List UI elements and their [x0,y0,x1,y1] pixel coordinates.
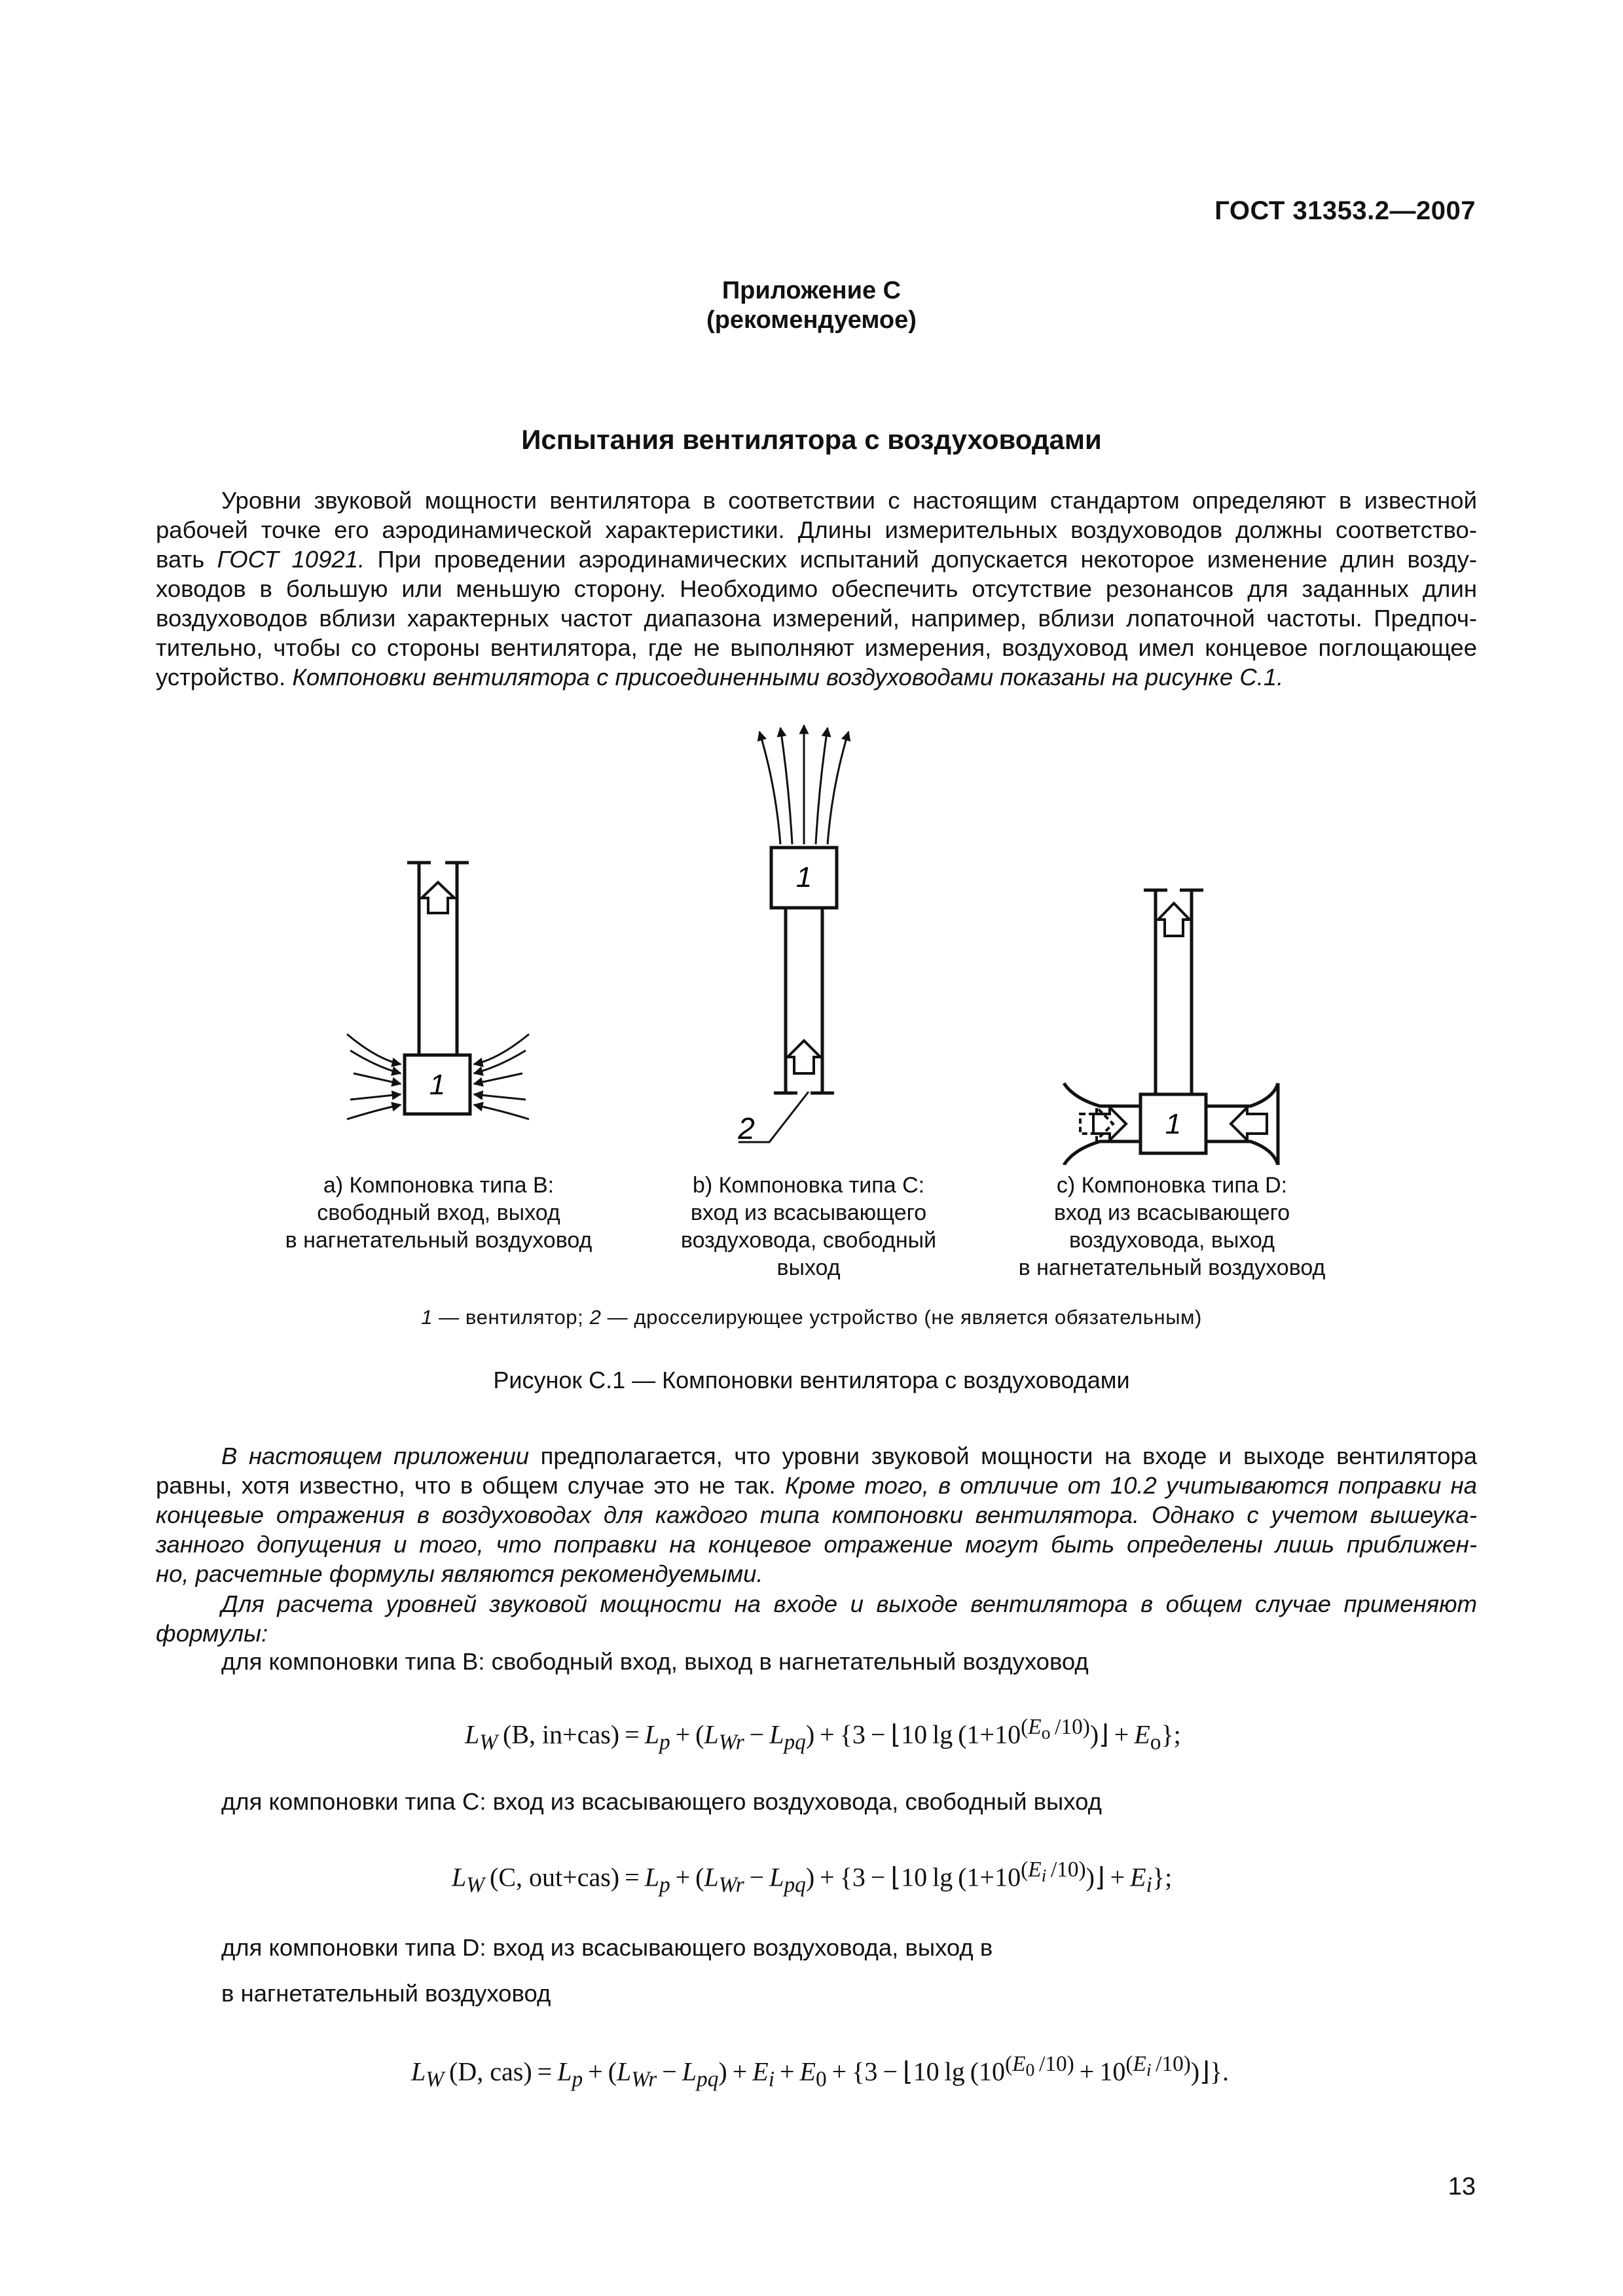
formula-type-b: $L_W$ (B, $in+cas) = L_p + (L_{Wr} - L_{pq}) + \{3$ − ⌊10 $\lg (1+10^{(E_o /10)})⌋ + E_o$}; [465,1715,1181,1755]
outlet-arrow-icon [1158,903,1190,936]
inlet-arrow-icon [1231,1107,1267,1140]
caption-type-b: a) Компоновка типа В: свободный вход, выход в нагнетательный воздуховод [285,1173,593,1253]
figure-legend: 1 — вентилятор; 2 — дросселирующее устройство (не является обязательным) [421,1306,1202,1329]
case-d-text-cont: в нагнетательный воздуховод [221,1980,551,2007]
formula-type-c: $L_W$ (C, $out+cas) = L_p + (L_{Wr} - L_{pq}) + \{3$ − ⌊10 $\lg (1+10^{(E_i /10)})⌋ + E_i$}; [452,1857,1173,1897]
appendix-title: Приложение С [721,277,902,304]
fan-label: 1 [429,1069,446,1101]
fan-arrangements-figure [0,707,1623,1165]
body-paragraph-1: В настоящем приложении предполагается, что уровни звуковой мощности на входе и выходе вентилятора равны, хотя известно, что в общем случае это не так. Кроме того, в отличие от 10.2 учитываются поправки на концевые отражения в воздуховодах для каждого типа компоновки вентилятора. Однако с учетом вышеука- занного допущения и того, что поправки на концевое отражение могут быть определены лишь приближен- но, расчетные формулы являются рекомендуемыми. [156,1443,1478,1587]
page-number: 13 [1448,2173,1476,2200]
inlet-arrow-icon [788,1041,820,1073]
standard-designation: ГОСТ 31353.2—2007 [1214,196,1476,225]
formula-type-d: $L_W$ (D, $cas) = L_p + (L_{Wr} - L_{pq}) + E_i + E_0 + \{3$ − ⌊10 $\lg (10^{(E_0 /10)}$ + $10^{(E_i /10)})⌋$}. [411,2052,1230,2092]
outlet-arrow-icon [422,882,454,913]
intro-line: рабочей точке его аэродинамической характеристики. Длины измерительных воздуховодов должны соответство- [156,516,1477,543]
standard-reference: ГОСТ 10921. [217,546,365,573]
section-title: Испытания вентилятора с воздуховодами [521,424,1102,455]
diagram-type-c [739,725,848,1142]
throttle-label: 2 [738,1111,755,1145]
body-paragraph-2: Для расчета уровней звуковой мощности на входе и выходе вентилятора в общем случае применяют формулы: [156,1590,1477,1647]
fan-label: 1 [1165,1108,1182,1140]
caption-type-c: b) Компоновка типа С: вход из всасывающего воздуховода, свободный выход [680,1173,937,1280]
intro-line: воздуховодов вблизи характерных частот диапазона измерений, например, вблизи лопаточной частоты. Предпоч- [156,605,1477,632]
case-d-text: для компоновки типа D: вход из всасывающего воздуховода, выход в [221,1934,993,1961]
case-c-text: для компоновки типа С: вход из всасывающего воздуховода, свободный выход [221,1788,1102,1815]
intro-line: тительно, чтобы со стороны вентилятора, где не выполняют измерения, воздуховод имел концевое поглощающее [156,634,1477,661]
intro-paragraph [156,486,1477,692]
left-arrow-icon [1080,1107,1113,1140]
figure-title: Рисунок С.1 — Компоновки вентилятора с воздуховодами [493,1367,1130,1393]
case-b-text: для компоновки типа В: свободный вход, выход в нагнетательный воздуховод [221,1648,1089,1675]
appendix-status: (рекомендуемое) [706,306,917,334]
intro-line: ховодов в большую или меньшую сторону. Необходимо обеспечить отсутствие резонансов для заданных длин [156,575,1477,602]
caption-type-d: c) Компоновка типа D: вход из всасывающего воздуховода, выход в нагнетательный воздуховод [1018,1173,1326,1280]
intro-line: вать ГОСТ 10921. При проведении аэродинамических испытаний допускается некоторое изменение длин возду- [156,546,1478,573]
intro-line: устройство. Компоновки вентилятора с присоединенными воздуховодами показаны на рисунке С.1. [156,664,1284,691]
intro-line: Уровни звуковой мощности вентилятора в соответствии с настоящим стандартом определяют в известной [221,487,1477,514]
right-arrow-icon [1093,1107,1126,1140]
fan-label: 1 [795,861,812,893]
